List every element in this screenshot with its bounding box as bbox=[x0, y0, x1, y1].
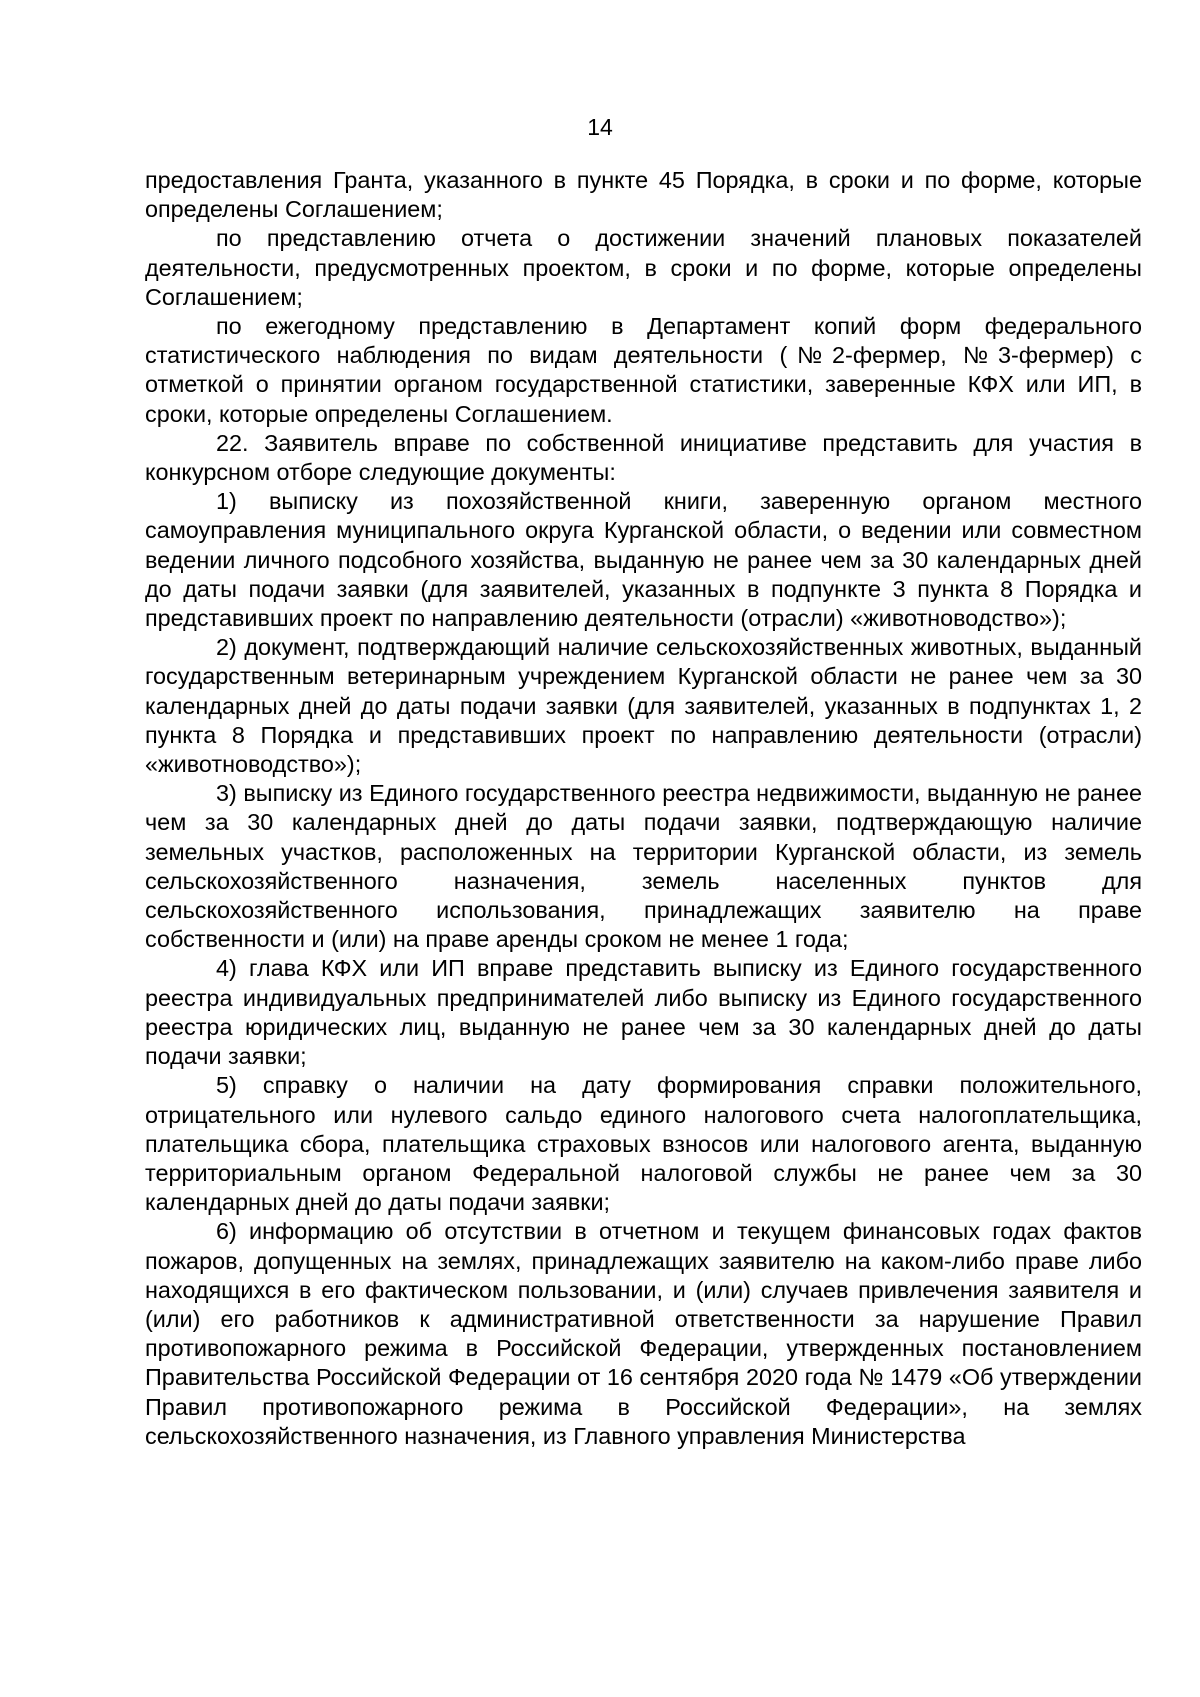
list-item-6: 6) информацию об отсутствии в отчетном и текущем финансовых годах фактов пожаров, допущенных на землях, принадлежащих заявителю на каком-либо праве либо находящихся в его фактическом пользовании, и (или) случаев привлечения заявителя и (или) его работников к административной ответственности за нарушение Правил противопожарного режима в Российской Федерации, утвержденных постановлением Правительства Российской Федерации от 16 сентября 2020 года № 1479 «Об утверждении Правил противопожарного режима в Российской Федерации», на землях сельскохозяйственного назначения, из Главного управления Министерства bbox=[145, 1218, 1142, 1449]
paragraph-statistics-obligation: по ежегодному представлению в Департамент копий форм федерального статистического наблюдения по видам деятельности (№2-фермер, №3-фермер) с отметкой о принятии органом государственной статистики, заверенные КФХ или ИП, в сроки, которые определены Соглашением. bbox=[145, 313, 1142, 427]
document-body bbox=[145, 166, 1142, 1451]
list-item-1: 1) выписку из похозяйственной книги, заверенную органом местного самоуправления муниципального округа Курганской области, о ведении или совместном ведении личного подсобного хозяйства, выданную не ранее чем за 30 календарных дней до даты подачи заявки (для заявителей, указанных в подпункте 3 пункта 8 Порядка и представивших проект по направлению деятельности (отрасли) «животноводство»); bbox=[145, 488, 1142, 632]
paragraph-report-obligation: по представлению отчета о достижении значений плановых показателей деятельности, предусмотренных проектом, в сроки и по форме, которые определены Соглашением; bbox=[145, 225, 1142, 310]
paragraph-continuation: предоставления Гранта, указанного в пункте 45 Порядка, в сроки и по форме, которые определены Соглашением; bbox=[145, 167, 1142, 223]
paragraph-clause-22: 22. Заявитель вправе по собственной инициативе представить для участия в конкурсном отборе следующие документы: bbox=[145, 429, 1142, 486]
page-number: 14 bbox=[587, 114, 613, 140]
list-item-5: 5) справку о наличии на дату формирования справки положительного, отрицательного или нулевого сальдо единого налогового счета налогоплательщика, плательщика сбора, плательщика страховых взносов или налогового агента, выданную территориальным органом Федеральной налоговой службы не ранее чем за 30 календарных дней до даты подачи заявки; bbox=[145, 1072, 1142, 1216]
list-item-3: 3) выписку из Единого государственного реестра недвижимости, выданную не ранее чем за 30 календарных дней до даты подачи заявки, подтверждающую наличие земельных участков, расположенных на территории Курганской области, из земель сельскохозяйственного назначения, земель населенных пунктов для сельскохозяйственного использования, принадлежащих заявителю на праве собственности и (или) на праве аренды сроком не менее 1 года; bbox=[145, 780, 1142, 953]
list-item-2: 2) документ, подтверждающий наличие сельскохозяйственных животных, выданный государственным ветеринарным учреждением Курганской области не ранее чем за 30 календарных дней до даты подачи заявки (для заявителей, указанных в подпунктах 1, 2 пункта 8 Порядка и представивших проект по направлению деятельности (отрасли) «животноводство»); bbox=[145, 634, 1142, 778]
list-item-4: 4) глава КФХ или ИП вправе представить выписку из Единого государственного реестра индивидуальных предпринимателей либо выписку из Единого государственного реестра юридических лиц, выданную не ранее чем за 30 календарных дней до даты подачи заявки; bbox=[145, 955, 1142, 1070]
